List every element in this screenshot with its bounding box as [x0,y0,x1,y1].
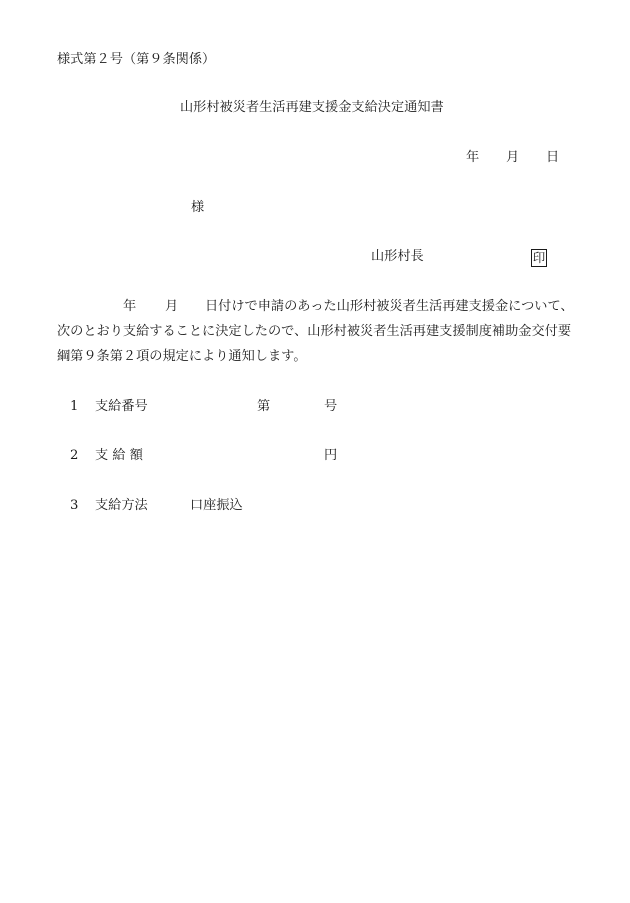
issue-date-year: 年 [466,150,480,165]
application-date-year: 年 [123,299,137,314]
issue-date-month: 月 [506,150,520,165]
issue-date-day: 日 [546,150,560,165]
document-title: 山形村被災者生活再建支援金支給決定通知書 [180,100,444,115]
item-prefix: 第 [257,399,271,414]
item-label: 支 給 額 [95,448,143,463]
body-line-1: 日付けで申請のあった山形村被災者生活再建支援金について、 [205,299,574,314]
seal-mark: 印 [532,250,546,265]
body-line-3: 綱第９条第２項の規定により通知します。 [57,349,307,364]
item-number: 2 [70,448,79,463]
issuer-name: 山形村長 [371,249,424,264]
form-number: 様式第２号（第９条関係） [57,52,216,67]
item-label: 支給方法 [95,498,148,513]
item-number: 1 [70,399,79,414]
item-number: 3 [70,498,79,513]
recipient-honorific: 様 [191,200,205,215]
item-suffix: 号 [324,399,338,414]
item-label: 支給番号 [95,399,148,414]
body-line-2: 次のとおり支給することに決定したので、山形村被災者生活再建支援制度補助金交付要 [57,324,572,339]
item-value: 口座振込 [190,498,243,513]
application-date-month: 月 [165,299,179,314]
item-suffix: 円 [324,448,338,463]
